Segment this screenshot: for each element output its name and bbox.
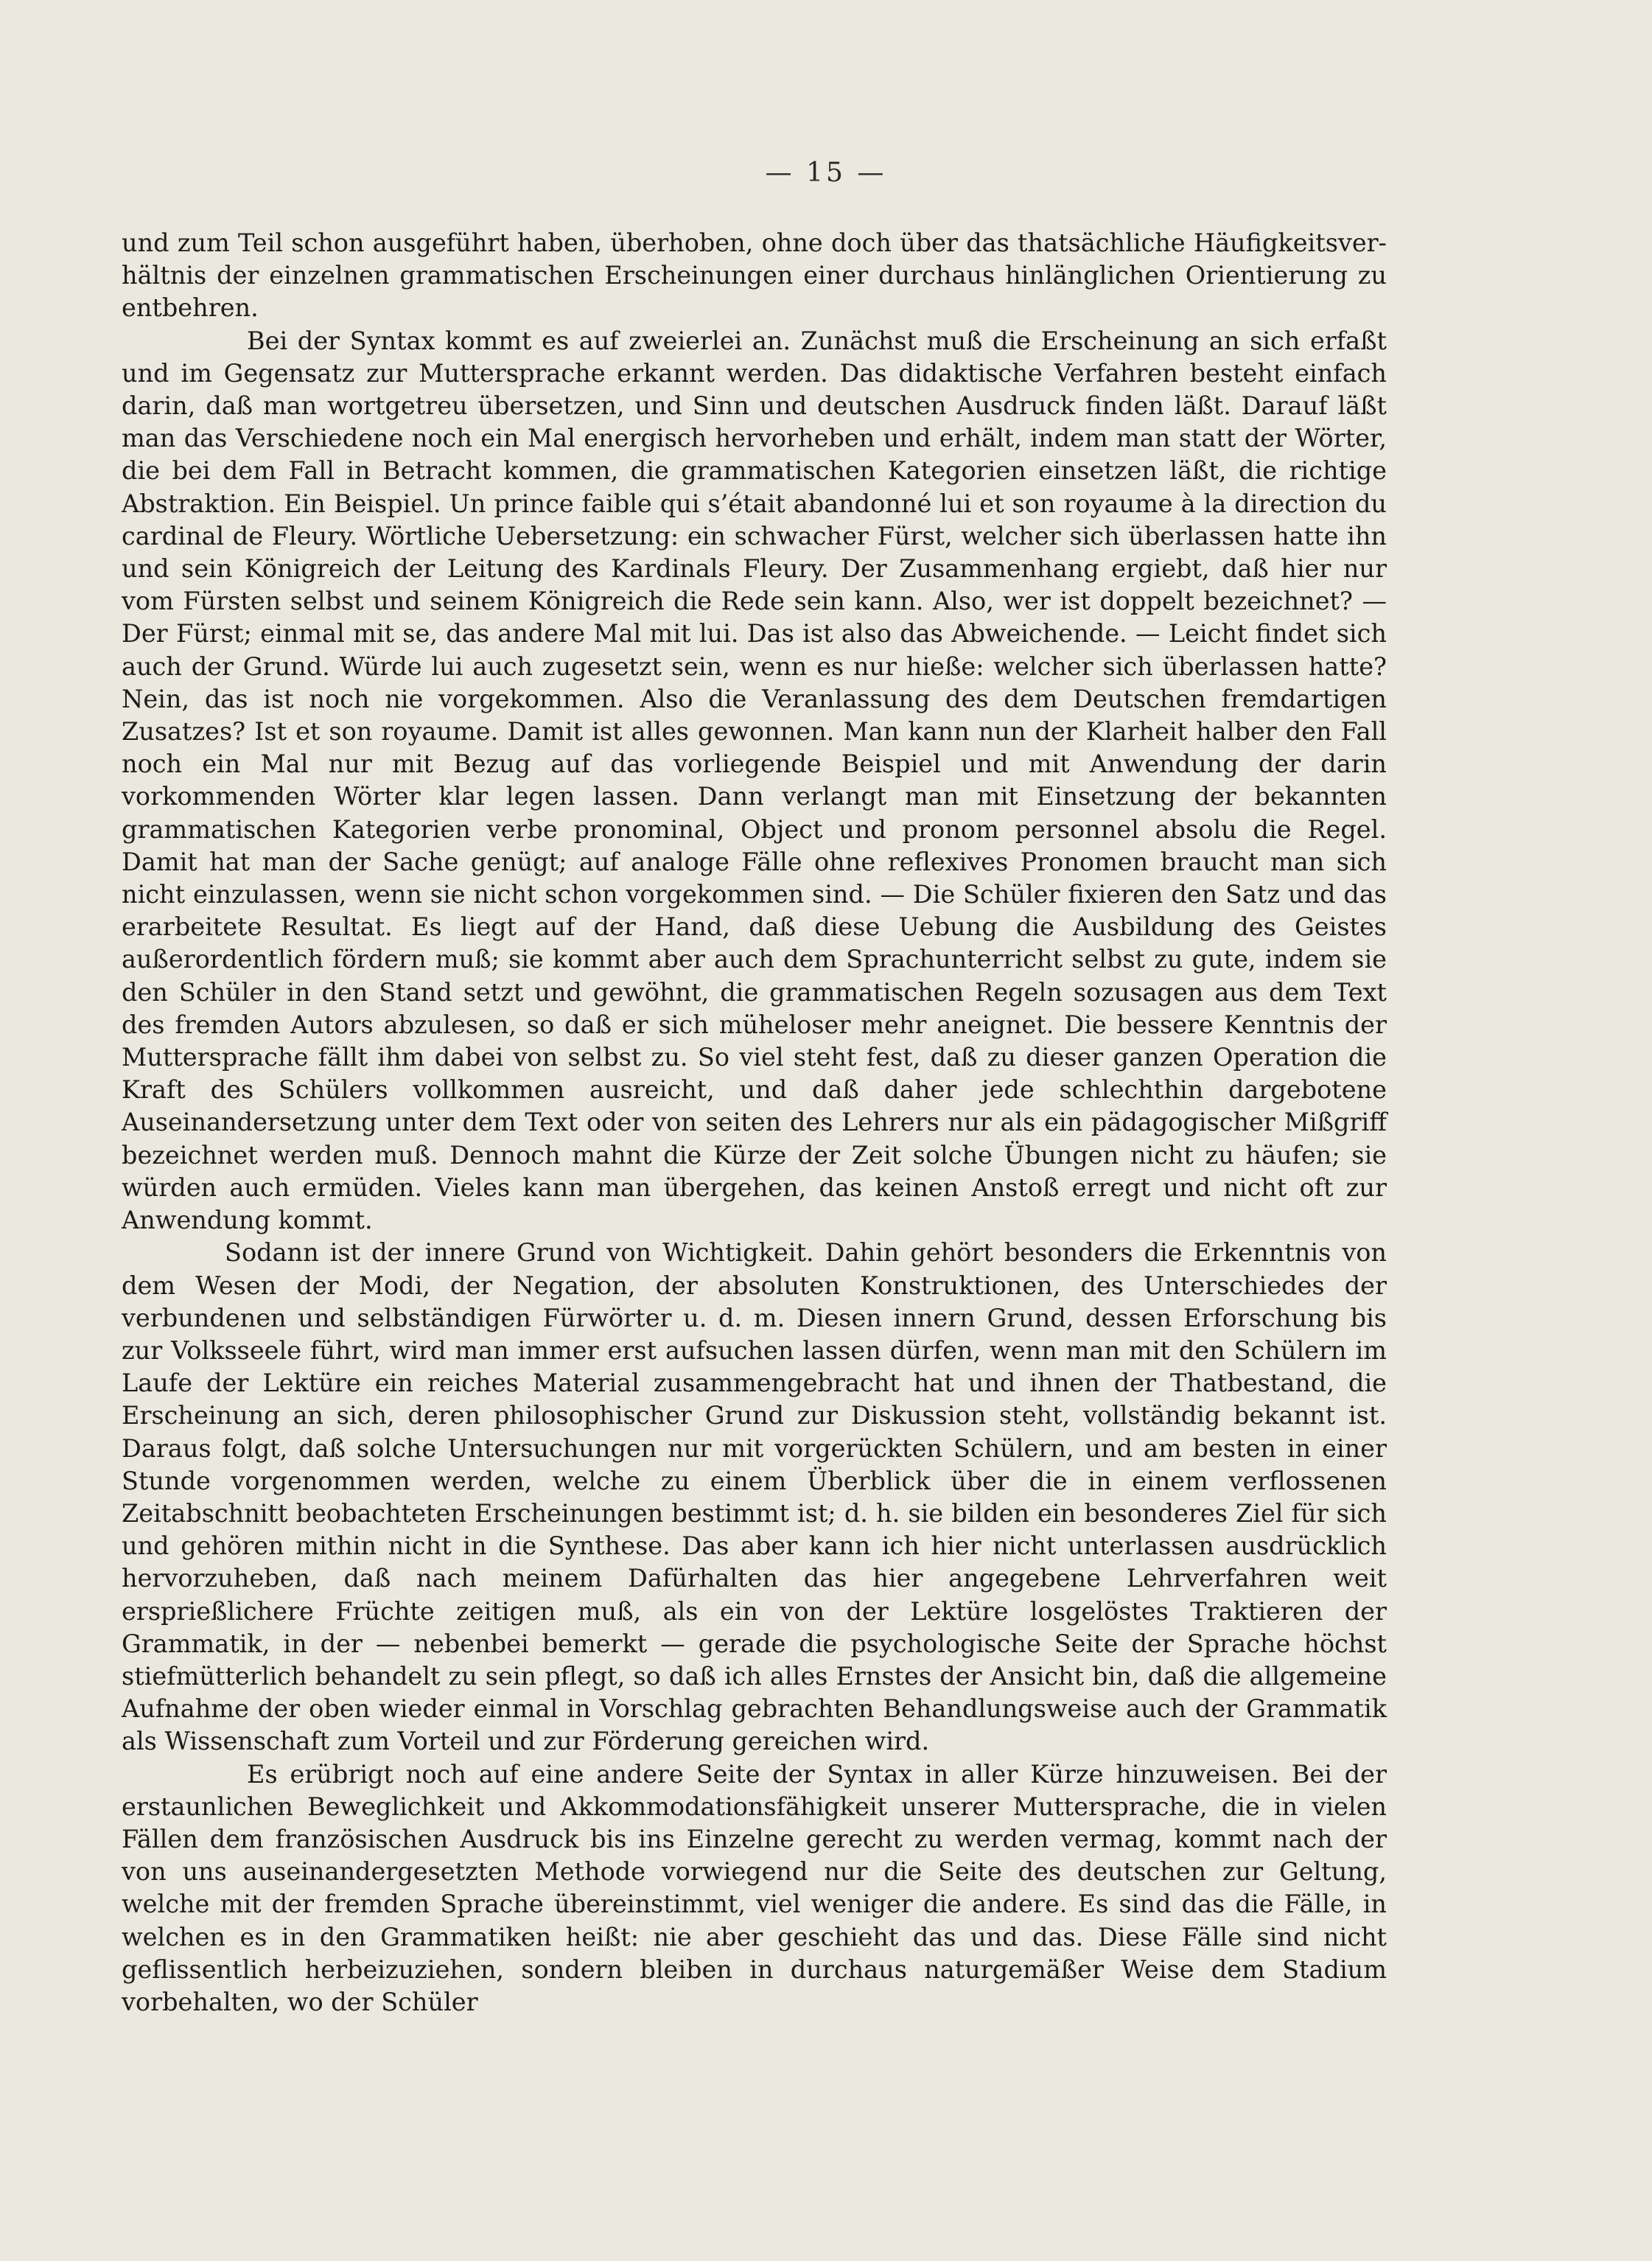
paragraph-syntax: Bei der Syntax kommt es auf zweierlei an. Zunächst muß die Erscheinung an sich erfaßt und im Gegensatz zur Muttersprache erkannt werden. Das didaktische Verfahren besteht einfach darin, daß man wortgetreu übersetzen, und Sinn und deutschen Ausdruck finden läßt. Darauf läßt man das Verschiedene noch ein Mal energisch hervorheben und erhält, indem man statt der Wörter, die bei dem Fall in Betracht kommen, die grammatischen Kategorien einsetzen läßt, die richtige Abstraktion. Ein Beispiel. Un prince faible qui s’était abandonné lui et son royaume à la direction du cardinal de Fleury. Wörtliche Uebersetzung: ein schwacher Fürst, welcher sich überlassen hatte ihn und sein Königreich der Leitung des Kardinals Fleury. Der Zusammenhang ergiebt, daß hier nur vom Fürsten selbst und seinem Königreich die Rede sein kann. Also, wer ist doppelt bezeichnet? — Der Fürst; einmal mit se, das andere Mal mit lui. Das ist also das Abweichende. — Leicht findet sich auch der Grund. Würde lui auch zugesetzt sein, wenn es nur hieße: welcher sich überlassen hatte? Nein, das ist noch nie vorgekommen. Also die Veranlassung des dem Deutschen fremdartigen Zusatzes? Ist et son royaume. Damit ist alles gewonnen. Man kann nun der Klarheit halber den Fall noch ein Mal nur mit Bezug auf das vorliegende Beispiel und mit Anwendung der darin vorkommenden Wörter klar legen lassen. Dann verlangt man mit Einsetzung der bekannten grammatischen Kategorien verbe pronominal, Object und pronom personnel absolu die Regel. Damit hat man der Sache genügt; auf analoge Fälle ohne reflexives Pronomen braucht man sich nicht einzulassen, wenn sie nicht schon vorgekommen sind. — Die Schüler fixieren den Satz und das erarbeitete Resultat. Es liegt auf der Hand, daß diese Uebung die Ausbildung des Geistes außerordentlich fördern muß; sie kommt aber auch dem Sprachunterricht selbst zu gute, indem sie den Schüler in den Stand setzt und gewöhnt, die grammatischen Regeln sozusagen aus dem Text des fremden Autors abzulesen, so daß er sich müheloser mehr aneignet. Die bessere Kenntnis der Muttersprache fällt ihm dabei von selbst zu. So viel steht fest, daß zu dieser ganzen Operation die Kraft des Schülers vollkommen ausreicht, und daß daher jede schlechthin dargebotene Auseinandersetzung unter dem Text oder von seiten des Lehrers nur als ein pädagogischer Mißgriff bezeichnet werden muß. Dennoch mahnt die Kürze der Zeit solche Übungen nicht zu häufen; sie würden auch ermüden. Vieles kann man übergehen, das keinen Anstoß erregt und nicht oft zur Anwendung kommt. [122,326,1387,1235]
paragraph-other-side: Es erübrigt noch auf eine andere Seite der Syntax in aller Kürze hinzuweisen. Bei der erstaunlichen Beweglichkeit und Akkommodationsfähigkeit unserer Muttersprache, die in vielen Fällen dem französischen Ausdruck bis ins Einzelne gerecht zu werden vermag, kommt nach der von uns auseinandergesetzten Methode vorwiegend nur die Seite des deutschen zur Geltung, welche mit der fremden Sprache übereinstimmt, viel weniger die andere. Es sind das die Fälle, in welchen es in den Grammatiken heißt: nie aber geschieht das und das. Diese Fälle sind nicht geflissentlich herbeizuziehen, sondern bleiben in durchaus naturgemäßer Weise dem Stadium vorbehalten, wo der Schüler [122,1759,1387,2016]
body-text [122,227,1387,2019]
paragraph-inner-reason: Sodann ist der innere Grund von Wichtigkeit. Dahin gehört besonders die Erkenntnis von dem Wesen der Modi, der Negation, der absoluten Konstruktionen, des Unterschiedes der verbundenen und selbständigen Fürwörter u. d. m. Diesen innern Grund, dessen Erforschung bis zur Volksseele führt, wird man immer erst aufsuchen lassen dürfen, wenn man mit den Schülern im Laufe der Lektüre ein reiches Material zusammengebracht hat und ihnen der Thatbestand, die Erscheinung an sich, deren philosophischer Grund zur Diskussion steht, vollständig bekannt ist. Daraus folgt, daß solche Untersuchungen nur mit vorgerückten Schülern, und am besten in einer Stunde vorgenommen werden, welche zu einem Überblick über die in einem verflossenen Zeitabschnitt beobachteten Erscheinungen bestimmt ist; d. h. sie bilden ein besonderes Ziel für sich und gehören mithin nicht in die Synthese. Das aber kann ich hier nicht unterlassen ausdrücklich hervorzuheben, daß nach meinem Dafürhalten das hier angegebene Lehrverfahren weit ersprießlichere Früchte zeitigen muß, als ein von der Lektüre losgelöstes Traktieren der Grammatik, in der — nebenbei bemerkt — gerade die psychologische Seite der Sprache höchst stiefmütterlich behandelt zu sein pflegt, so daß ich alles Ernstes der Ansicht bin, daß die allgemeine Aufnahme der oben wieder einmal in Vorschlag gebrachten Behandlungsweise auch der Grammatik als Wissenschaft zum Vorteil und zur Förderung gereichen wird. [122,1238,1387,1756]
paragraph-continuation: und zum Teil schon ausgeführt haben, überhoben, ohne doch über das thatsächliche Häufigkeitsverhältnis der einzelnen grammatischen Erscheinungen einer durchaus hinlänglichen Orientierung zu entbehren. [122,228,1387,323]
page-number: — 15 — [765,158,887,188]
